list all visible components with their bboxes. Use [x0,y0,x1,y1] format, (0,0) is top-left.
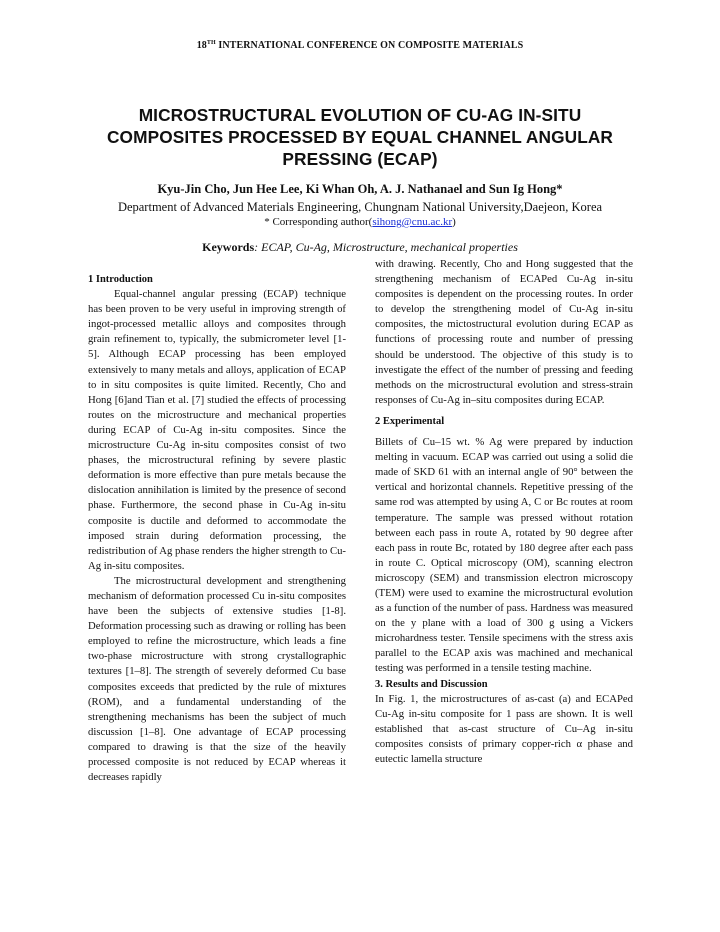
section-heading-results: 3. Results and Discussion [375,678,488,690]
section-heading-introduction: 1 Introduction [88,274,153,285]
conference-number: 18 [196,40,207,51]
conference-number-suffix: TH [206,40,216,46]
section-heading-experimental: 2 Experimental [375,415,445,427]
conference-header [0,40,720,51]
introduction-paragraph-2: The microstructural development and strengthening mechanism of deformation processed Cu in-situ composites have been the subjects of extensive studies [1-8]. Deformation processing such as drawing or rolling has been employed to refine the microstructure, which leads a fine two-phase microstructure with strong crystallographic textures [1–8]. The strength of severely deformed Cu base composites exceeds that predicted by the rule of mixtures (ROM), and a fundamental understanding of the strengthening mechanisms has been the subject of much discussion [1–8]. One advantage of ECAP processing compared to drawing is that the size of the heavily processed composite is not reduced by ECAP whereas it decreases rapidly [88,574,346,784]
results-paragraph: In Fig. 1, the microstructures of as-cast (a) and ECAPed Cu-Ag in-situ composite for 1 pass are shown. It is well established that as-cast structure of Cu–Ag in-situ composites consists of primary copper-rich α phase and eutectic lamella structure [375,692,633,765]
corresponding-suffix: ) [452,216,456,228]
keywords-label: Keywords [202,240,255,254]
experimental-paragraph: Billets of Cu–15 wt. % Ag were prepared by induction melting in vacuum. ECAP was carried out using a solid die made of SKD 61 with an internal angle of 90° between the vertical and horizontal channels. Repetitive pressing of the same rod was attempted by using A, C or Bc routes at room temperature. The sample was pressed without rotation between each pass in route A, rotated by 90 degree after each pass in route Bc, rotated by 180 degree after each pass in route C. Optical microscopy (OM), scanning electron microscopy (SEM) and transmission electron microscopy (TEM) were used to examine the microstructural evolution as a function of the number of pass. Hardness was measured on the y plane with a load of 300 g using a Vickers microhardness tester. Tensile specimens with the stress axis parallel to the ECAP axis was machined and mechanical testing was performed in a tensile testing machine. [375,436,633,675]
keywords [0,240,720,255]
corresponding-email-link[interactable]: sihong@cnu.ac.kr [372,216,453,228]
corresponding-prefix: * Corresponding author( [264,216,373,228]
right-column [375,257,633,767]
introduction-paragraph-continued: with drawing. Recently, Cho and Hong suggested that the strengthening mechanism of ECAPed Cu-Ag in-situ composites is dependent on the processing routes. In order to develop the strengthening model of Cu-Ag in-situ composites, the mictostructural evolution during ECAP as functions of processing route and number of pressing should be understood. The objective of this study is to investigate the effect of the number of pressing and feeding methods on the microstructural evolution and stress-strain responses of Cu-Ag in–situ composites during ECAP. [375,258,633,406]
paper-title: MICROSTRUCTURAL EVOLUTION OF CU-AG IN-SITU COMPOSITES PROCESSED BY EQUAL CHANNEL ANGULAR PRESSING (ECAP) [106,105,614,169]
author-list: Kyu-Jin Cho, Jun Hee Lee, Ki Whan Oh, A. J. Nathanael and Sun Ig Hong* [157,182,563,196]
conference-name: INTERNATIONAL CONFERENCE ON COMPOSITE MATERIALS [215,40,524,51]
corresponding-author [0,216,720,228]
left-column [88,272,346,785]
introduction-paragraph-1: Equal-channel angular pressing (ECAP) technique has been proven to be very useful in improving strength of ingot-processed metallic alloys and composites through grain refinement to, typically, the submicrometer level [1-5]. Although ECAP processing has been employed extensively to many metals and alloys, application of ECAP to in situ composites is quite limited. Recently, Cho and Hong [6]and Tian et al. [7] studied the effects of processing routes on the microstructure and mechanical properties during ECAP of Cu-Ag in-situ composites. Since the microstructure Cu-Ag in-situ composites consist of two phases, the microstructural refining by severe plastic deformation is more effective than pure metals because the dislocation annihilation is limited by the presence of second phase. Furthermore, the second phase in Cu-Ag in-situ composite is ductile and deformed to accommodate the imposed strain during deformation processing, the redistribution of Ag phase renders the higher strength to Cu-Ag in-situ composites. [88,288,346,572]
keywords-text: : ECAP, Cu-Ag, Microstructure, mechanical properties [254,240,518,254]
affiliation: Department of Advanced Materials Engineering, Chungnam National University,Daejeon, Korea [117,200,603,214]
